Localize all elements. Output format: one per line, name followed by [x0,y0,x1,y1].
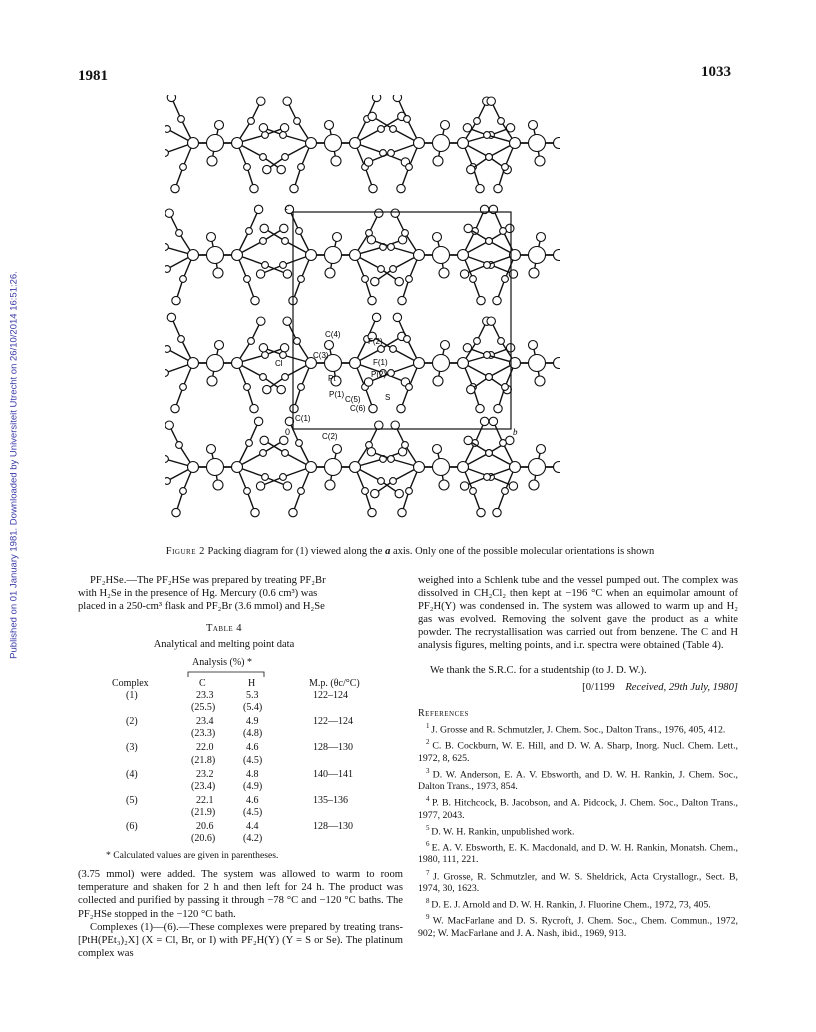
table-cell-h-calc: (4.5) [243,754,263,766]
packing-diagram [165,95,560,540]
axis-label-c: c [285,202,289,212]
reference-text: P. B. Hitchcock, B. Jacobson, and A. Pidcock, J. Chem. Soc., Dalton Trans., 1977, 2043. [418,797,739,821]
table-cell-h-calc: (4.2) [243,833,263,845]
table-cell-c: 22.0 [196,742,214,754]
molecule [463,95,560,193]
molecule [460,205,560,305]
table-footnote: * Calculated values are given in parentheses. [106,850,279,861]
table-cell-c: 23.3 [196,690,214,701]
table-cell-c-calc: (21.9) [191,807,216,818]
figure-caption-text-2: axis. Only one of the possible molecular orientations is shown [390,546,655,557]
table-cell-complex: (4) [126,768,138,780]
molecule [256,205,406,305]
table-cell-h: 4.6 [246,794,259,806]
reference-item: $^5$ D. W. H. Rankin, unpublished work. [426,823,575,837]
reference-list [418,720,738,940]
received-date: Received, 29th July, 1980] [625,682,738,693]
table-cell-c-calc: (25.5) [191,702,216,714]
atom-label: Cl [275,359,283,368]
reference-text: J. Grosse, R. Schmutzler, and W. S. Sheldrick, Acta Crystallogr., Sect. B, 1974, 30, 1623. [418,870,739,894]
atom-label: C(6) [350,404,366,413]
reference-item: $^1$ J. Grosse and R. Schmutzler, J. Chem. Soc., Dalton Trans., 1976, 405, 412. [426,722,726,736]
acknowledgement: We thank the S.R.C. for a studentship (to J. D. W.). [430,665,647,676]
table-col-c: C [199,678,206,689]
table-cell-c-calc: (23.3) [191,728,216,740]
unit-cell-box [293,212,511,429]
table-col-mp: M.p. (θc/°C) [309,678,360,689]
table-group-header: Analysis (%) * [192,657,252,668]
reference-text: D. W. H. Rankin, unpublished work. [431,825,575,837]
reference-item: $^2$ C. B. Cockburn, W. E. Hill, and D. W. A. Sharp, Inorg. Nucl. Chem. Lett., 1972, 8, 625. [418,738,738,764]
axis-label-b: b [513,427,518,437]
reference-item: $^4$ P. B. Hitchcock, B. Jacobson, and A. Pidcock, J. Chem. Soc., Dalton Trans., 1977, 2043. [418,795,739,821]
molecule [259,95,409,193]
table-heading [100,623,348,650]
figure-caption-axis: a [385,546,391,557]
reference-text: E. A. V. Ebsworth, E. K. Macdonald, and D. W. H. Rankin, Monatsh. Chem., 1980, 111, 221. [418,842,739,866]
packing-diagram-svg [165,95,560,540]
molecule [165,313,289,413]
text-line: with H₂Se in the presence of Hg. Mercury (0.6 cm³) was [78,588,318,599]
table-cell-c-calc: (20.6) [191,833,216,845]
atom-label: C(3) [313,351,329,360]
atom-label: S [385,393,391,402]
table-cell-c: 23.4 [196,716,214,728]
atom-label: P(2) [371,370,387,379]
table-group-bracket [186,670,266,678]
table-cell-c: 23.2 [196,768,214,780]
molecule [165,205,292,305]
reference-item: $^3$ D. W. Anderson, E. A. V. Ebsworth, and D. W. H. Rankin, J. Chem. Soc., Dalton Trans., 1973, 854. [418,766,738,793]
table-cell-h-calc: (4.5) [243,807,263,818]
table-col-complex: Complex [112,678,149,689]
table-cell-mp: 140—141 [313,768,353,780]
table-cell-h-calc: (4.9) [243,780,263,792]
reference-text: C. B. Cockburn, W. E. Hill, and D. W. A. Sharp, Inorg. Nucl. Chem. Lett., 1972, 8, 625. [418,740,738,764]
reference-item: $^7$ J. Grosse, R. Schmutzler, and W. S. Sheldrick, Acta Crystallogr., Sect. B, 1974, 30, 1623. [418,868,739,894]
reference-text: J. Grosse and R. Schmutzler, J. Chem. Soc., Dalton Trans., 1976, 405, 412. [431,724,726,736]
table-cell-complex: (5) [126,794,138,806]
table-label: Table 4 [205,623,243,634]
molecule [165,95,289,193]
table-cell-h-calc: (4.8) [243,728,263,740]
page-number-right: 1033 [701,64,731,80]
left-column-top [78,574,403,613]
table-cell-h: 4.4 [246,821,259,832]
figure-caption-label: Figure 2 [165,546,205,557]
molecule [460,417,560,517]
table-title: Analytical and melting point data [153,639,295,650]
table-cell-complex: (3) [126,742,138,754]
table-cell-h: 4.8 [246,768,259,780]
molecule [367,205,517,305]
page-number-left: 1981 [78,68,108,84]
table-cell-c: 22.1 [196,794,214,806]
origin-label: 0 [285,427,291,437]
table-cell-h: 4.9 [246,716,259,728]
atom-label: C(5) [345,395,361,404]
table-cell-h: 4.6 [246,742,259,754]
atom-label: F(2) [368,337,383,346]
table-cell-mp: 128—130 [313,821,353,832]
reference-item: $^6$ E. A. V. Ebsworth, E. K. Macdonald, and D. W. H. Rankin, Monatsh. Chem., 1980, 111, 221. [418,840,739,866]
table-cell-h: 5.3 [246,690,259,701]
table-cell-mp: 122—124 [313,716,353,728]
atom-label: Pt [328,374,336,383]
atom-label: F(1) [373,358,388,367]
received-line [418,681,738,694]
reference-text: D. E. J. Arnold and D. W. H. Rankin, J. Fluorine Chem., 1972, 73, 405. [431,899,711,911]
figure-caption [90,546,730,557]
received-id: [0/1199 [582,682,615,693]
download-notice [4,215,24,715]
table-cell-complex: (2) [126,716,138,728]
molecule-layer [165,95,560,517]
molecule [165,417,292,517]
atom-label: C(4) [325,330,341,339]
left-column-bottom [78,868,403,960]
right-column [418,574,738,940]
atom-label: P(1) [329,390,345,399]
table-cell-c: 20.6 [196,821,214,832]
text-line: placed in a 250-cm³ flask and PF₂Br (3.6 mmol) and H₂Se [78,601,325,612]
paragraph-procedure: (3.75 mmol) were added. The system was allowed to warm to room temperature and shaken for 2 h and then left for 24 h. The product was collected and purified by passing it through −78 °C and −120 °C baths. The PF₂HSe stopped in the −120 °C bath. [78,869,403,920]
table-cell-complex: (6) [126,821,138,832]
table-col-h: H [248,678,256,689]
table-cell-mp: 128—130 [313,742,353,754]
figure-caption-text: Packing diagram for (1) viewed along the [204,546,386,557]
reference-item: $^9$ W. MacFarlane and D. S. Rycroft, J. Chem. Soc., Chem. Commun., 1972, 902; W. MacFarlane and J. A. Nash, ibid., 1969, 913. [418,913,739,939]
paragraph-continued: weighed into a Schlenk tube and the vessel pumped out. The complex was dissolved in CH₂Cl₂ then kept at −196 °C when an equimolar amount of PF₂H(Y) was condensed in. The system was allowed to warm up and H₂ gas was evolved. Removing the solvent gave the product as a white powder. The recrystallisation was carried out from benzene. The C and H analysis figures, melting points, and i.r. spectra were obtained (Table 4). [418,575,738,651]
table-cell-mp: 122–124 [313,690,348,701]
reference-text: D. W. Anderson, E. A. V. Ebsworth, and D. W. H. Rankin, J. Chem. Soc., Dalton Trans., 1973, 854. [418,769,738,793]
reference-text: W. MacFarlane and D. S. Rycroft, J. Chem. Soc., Chem. Commun., 1972, 902; W. MacFarlane and J. A. Nash, ibid., 1969, 913. [418,915,739,939]
download-notice-text: Published on 01 January 1981. Downloaded by Universiteit Utrecht on 26/10/2014 16:51:26. [8,271,20,659]
table-cell-h-calc: (5.4) [243,702,263,714]
reference-item: $^8$ D. E. J. Arnold and D. W. H. Rankin, J. Fluorine Chem., 1972, 73, 405. [426,896,711,911]
atom-label: C(1) [295,414,311,423]
table-cell-complex: (1) [126,690,138,701]
table-cell-c-calc: (23.4) [191,780,216,792]
table-cell-c-calc: (21.8) [191,754,216,766]
table-cell-mp: 135–136 [313,794,348,806]
molecule [367,417,517,517]
atom-label: C(2) [322,432,338,441]
paragraph-complexes: Complexes (1)—(6).—These complexes were prepared by treating trans-[PtH(PEt₃)₂X] (X = Cl, Br, or I) with PF₂H(Y) (Y = S or Se). The platinum complex was [78,921,403,960]
molecule [364,95,514,193]
references-heading: References [418,708,469,719]
text-line: PF₂HSe.—The PF₂HSe was prepared by treating PF₂Br [90,575,326,586]
